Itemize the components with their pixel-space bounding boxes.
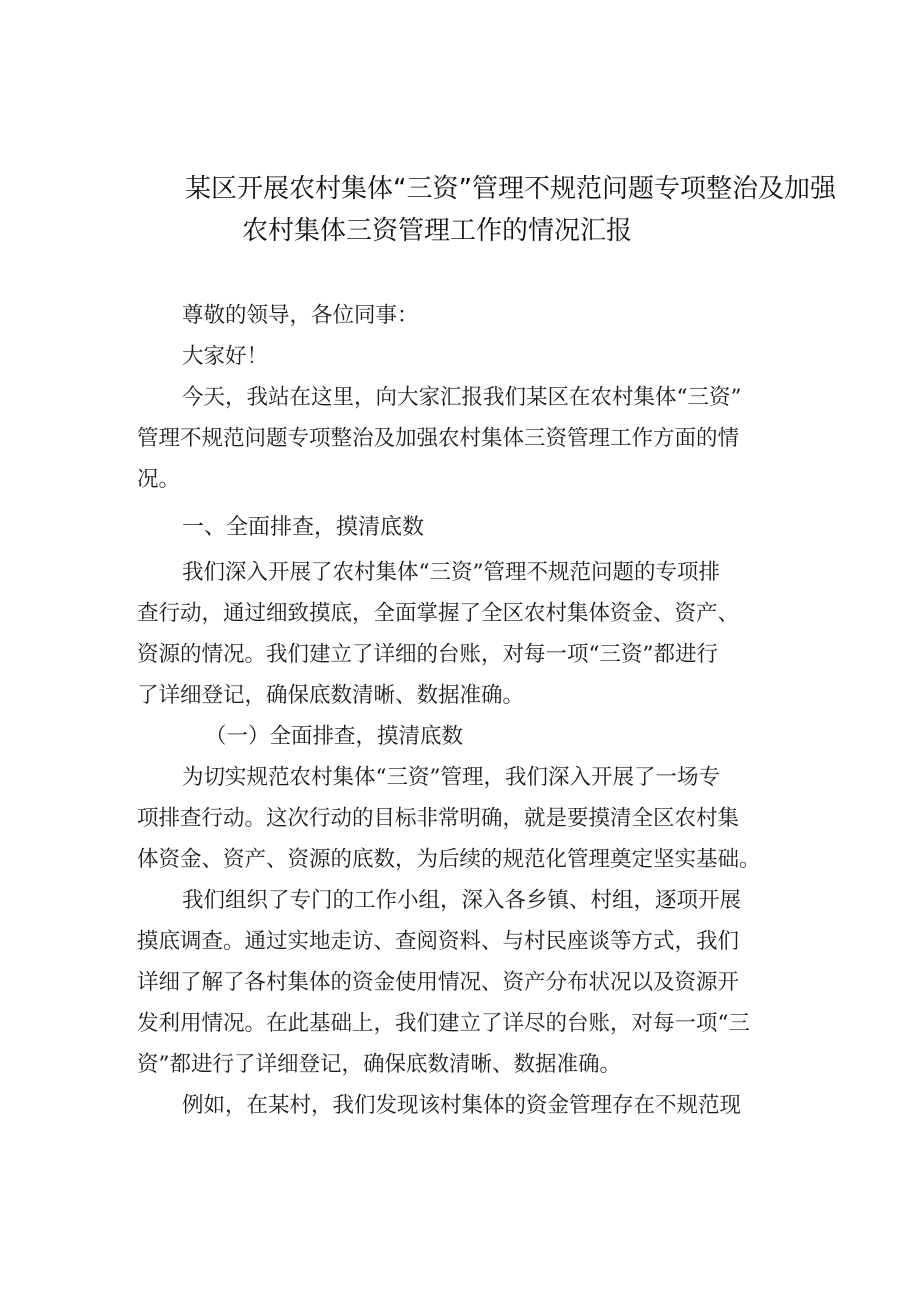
section-heading-1: 一、全面排查，摸清底数 — [182, 515, 425, 540]
paragraph-line: 项排查行动。这次行动的目标非常明确，就是要摸清全区农村集 — [137, 806, 740, 831]
paragraph-b — [137, 880, 797, 1085]
paragraph-line: 况。 — [137, 467, 181, 492]
paragraph-c — [137, 1085, 797, 1126]
intro-paragraph — [137, 377, 797, 500]
paragraph-a — [137, 757, 797, 880]
greeting-text: 尊敬的领导，各位同事： — [182, 303, 419, 328]
paragraph-line: 今天，我站在这里，向大家汇报我们某区在农村集体“三资” — [182, 385, 742, 410]
paragraph-line: 详细了解了各村集体的资金使用情况、资产分布状况以及资源开 — [137, 970, 740, 995]
greeting — [137, 295, 797, 336]
paragraph-line: 摸底调查。通过实地走访、查阅资料、与村民座谈等方式，我们 — [137, 929, 740, 954]
paragraph-line: 了详细登记，确保底数清晰、数据准确。 — [137, 683, 525, 708]
paragraph-line: 管理不规范问题专项整治及加强农村集体三资管理工作方面的情 — [137, 426, 740, 451]
paragraph-line: 为切实规范农村集体“三资”管理，我们深入开展了一场专 — [182, 765, 720, 790]
paragraph-line: 资源的情况。我们建立了详细的台账，对每一项“三资”都进行 — [137, 642, 718, 667]
document-title — [185, 168, 836, 252]
paragraph-line: 资”都进行了详细登记，确保底数清晰、数据准确。 — [137, 1052, 621, 1077]
paragraph-line: 查行动，通过细致摸底，全面掌握了全区农村集体资金、资产、 — [137, 601, 740, 626]
paragraph-line: 体资金、资产、资源的底数，为后续的规范化管理奠定坚实基础。 — [137, 847, 761, 872]
document-body — [137, 295, 797, 1126]
paragraph-line: 我们组织了专门的工作小组，深入各乡镇、村组，逐项开展 — [182, 888, 742, 913]
title-line-2: 农村集体三资管理工作的情况汇报 — [242, 216, 633, 246]
title-line-1: 某区开展农村集体“三资”管理不规范问题专项整治及加强 — [185, 174, 836, 204]
hello-text: 大家好！ — [182, 344, 269, 369]
hello — [137, 336, 797, 377]
paragraph-line: 例如，在某村，我们发现该村集体的资金管理存在不规范现 — [182, 1093, 742, 1118]
subsection-heading-1: （一）全面排查，摸清底数 — [205, 724, 464, 749]
section1-paragraph — [137, 552, 797, 716]
paragraph-line: 我们深入开展了农村集体“三资”管理不规范问题的专项排 — [182, 560, 720, 585]
paragraph-line: 发利用情况。在此基础上，我们建立了详尽的台账，对每一项“三 — [137, 1011, 750, 1036]
